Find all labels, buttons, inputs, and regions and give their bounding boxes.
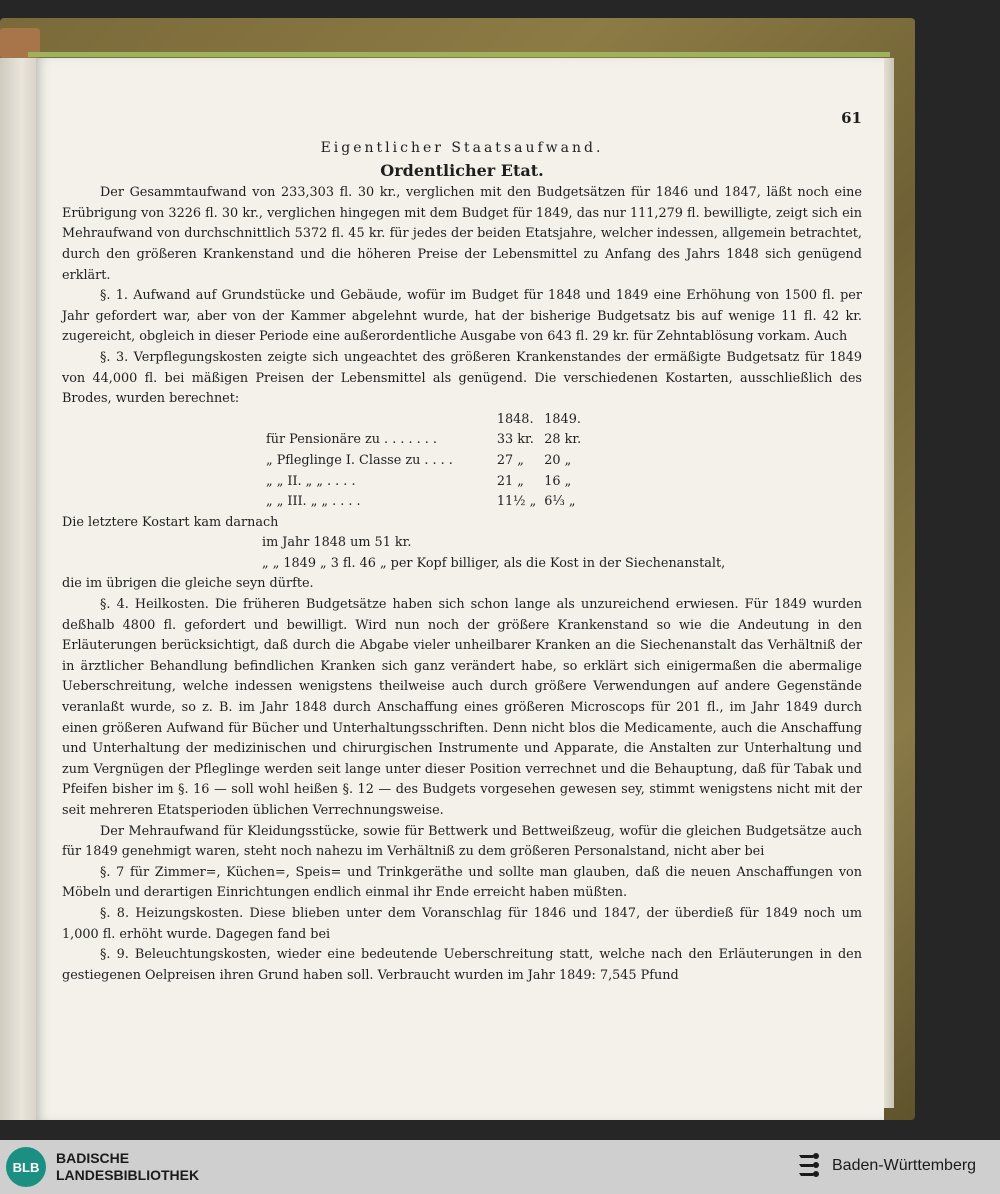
paragraph: §. 7 für Zimmer=, Küchen=, Speis= und Trinkgeräthe und sollte man glauben, daß die neuen Anschaffungen von Möbeln und derartigen Einrichtungen endlich einmal ihr Ende erreicht haben müßten. bbox=[62, 864, 862, 901]
baden-wuerttemberg-lions-icon bbox=[796, 1151, 822, 1183]
paragraph: §. 1. Aufwand auf Grundstücke und Gebäude, wofür im Budget für 1848 und 1849 eine Erhöhung von 1500 fl. per Jahr gefordert war, aber von der Kammer abgelehnt wurde, hat der bisherige Budgetsatz bis auf wenige 11 fl. 42 kr. zugereicht, obgleich in dieser Periode eine außerordentliche Ausgabe von 643 fl. 29 kr. für Zehntablösung vorkam. Auch bbox=[62, 288, 862, 345]
table-row bbox=[262, 430, 585, 451]
page-text bbox=[62, 100, 862, 986]
paragraph: Der Gesammtaufwand von 233,303 fl. 30 kr., verglichen mit den Budgetsätzen für 1846 und 1847, läßt noch eine Erübrigung von 3226 fl. 30 kr., verglichen hingegen mit dem Budget für 1849, das nur 111,279 fl. bewilligte, zeigt sich ein Mehraufwand von durchschnittlich 5372 fl. 45 kr. für jedes der beiden Etatsjahre, welcher indessen, allgemein betrachtet, durch den größeren Krankenstand und die höheren Preise der Lebensmittel zu Anfang des Jahrs 1848 sich genügend erklärt. bbox=[62, 185, 862, 283]
kost-line: die im übrigen die gleiche seyn dürfte. bbox=[62, 576, 314, 592]
table-header: 1849. bbox=[544, 411, 581, 427]
page-edge bbox=[884, 58, 894, 1108]
table-row bbox=[262, 492, 585, 513]
paragraph: Der Mehraufwand für Kleidungsstücke, sowie für Bettwerk und Bettweißzeug, wofür die gleichen Budgetsätze auch für 1849 genehmigt waren, steht noch nahezu im Verhältniß zu dem größeren Personalstand, nicht aber bei bbox=[62, 823, 862, 860]
kost-note: Die letztere Kostart kam darnach bbox=[62, 514, 279, 530]
green-edge bbox=[28, 52, 890, 57]
page-gutter bbox=[0, 58, 36, 1120]
table-cell: 21 „ bbox=[496, 473, 524, 489]
library-name-line2: LANDESBIBLIOTHEK bbox=[56, 1167, 200, 1183]
library-name-line1: BADISCHE bbox=[56, 1150, 130, 1166]
table-cell: 33 kr. bbox=[496, 432, 534, 448]
page-subheading: Ordentlicher Etat. bbox=[380, 160, 544, 180]
table-cell: 11½ „ bbox=[496, 494, 537, 510]
paragraph: §. 8. Heizungskosten. Diese blieben unter dem Voranschlag für 1846 und 1847, der überdieß für 1849 noch um 1,000 fl. erhöht wurde. Dagegen fand bei bbox=[62, 905, 862, 942]
kost-line: im Jahr 1848 um 51 kr. bbox=[262, 535, 412, 551]
table-row bbox=[262, 472, 585, 493]
page-heading: Eigentlicher Staatsaufwand. bbox=[320, 140, 604, 156]
table-cell: 28 kr. bbox=[544, 432, 582, 448]
paragraph: §. 3. Verpflegungskosten zeigte sich ungeachtet des größeren Krankenstandes der ermäßigte Budgetsatz für 1849 von 44,000 fl. bei mäßigen Preisen der Lebensmittel als genügend. Die verschiedenen Kostarten, ausschließlich des Brodes, wurden berechnet: bbox=[62, 349, 862, 407]
table-cell: „ „ III. „ „ . . . . bbox=[266, 494, 361, 510]
table-cell: 27 „ bbox=[496, 452, 524, 468]
paragraph: §. 9. Beleuchtungskosten, wieder eine bedeutende Ueberschreitung statt, welche nach den Erläuterungen in den gestiegenen Oelpreisen ihren Grund haben soll. Verbraucht wurden im Jahr 1849: 7,545 Pfund bbox=[62, 947, 862, 983]
table-cell: für Pensionäre zu . . . . . . . bbox=[266, 432, 437, 448]
table-header: 1848. bbox=[496, 411, 534, 427]
viewer-footer bbox=[0, 1140, 1000, 1194]
blb-logo-icon[interactable]: BLB bbox=[6, 1147, 46, 1187]
table-cell: 16 „ bbox=[544, 473, 572, 489]
kost-table bbox=[262, 410, 585, 513]
table-header-row bbox=[262, 410, 585, 431]
library-name[interactable] bbox=[56, 1150, 199, 1184]
table-row bbox=[262, 451, 585, 472]
state-name[interactable]: Baden-Württemberg bbox=[832, 1157, 977, 1174]
page-number: 61 bbox=[841, 109, 862, 127]
paragraph: §. 4. Heilkosten. Die früheren Budgetsätze haben sich schon lange als unzureichend erwiesen. Für 1849 wurden deßhalb 4800 fl. gefordert und bewilligt. Wird nun noch der größere Krankenstand so wie die Andeutung in den Erläuterungen berücksichtigt, daß durch die Abgabe vieler unheilbarer Kranken an die Siechenanstalt das Verhältniß der in ärztlicher Behandlung befindlichen Kranken sich ganz verändert habe, so erklärt sich einigermaßen die abermalige Ueberschreitung, welche indessen wenigstens theilweise auch durch größere Verwendungen auf andere Gegenstände veranlaßt wurde, so z. B. im Jahr 1848 durch Anschaffung eines größeren Microscops für 201 fl., im Jahr 1849 durch einen größeren Aufwand für Bücher und Unterhaltungsschriften. Denn nicht blos die Medicamente, auch die Anschaffung und Unterhaltung der medizinischen und chirurgischen Instrumente und Apparate, die Anstalten zur Unterhaltung und zum Vergnügen der Pfleglinge werden seit lange unter dieser Position verrechnet und die Behauptung, daß für Tabak und Pfeifen bisher im §. 16 — soll wohl heißen §. 12 — des Budgets vorgesehen gewesen sey, stimmt wenigstens nicht mit der seit mehreren Etatsperioden üblichen Verrechnungsweise. bbox=[62, 597, 862, 818]
kost-line: „ „ 1849 „ 3 fl. 46 „ per Kopf billiger, als die Kost in der Siechenanstalt, bbox=[262, 555, 726, 571]
table-cell: 20 „ bbox=[544, 452, 572, 468]
table-cell: „ „ II. „ „ . . . . bbox=[266, 473, 356, 489]
table-cell: 6⅓ „ bbox=[544, 494, 576, 510]
table-cell: „ Pfleglinge I. Classe zu . . . . bbox=[266, 452, 453, 468]
